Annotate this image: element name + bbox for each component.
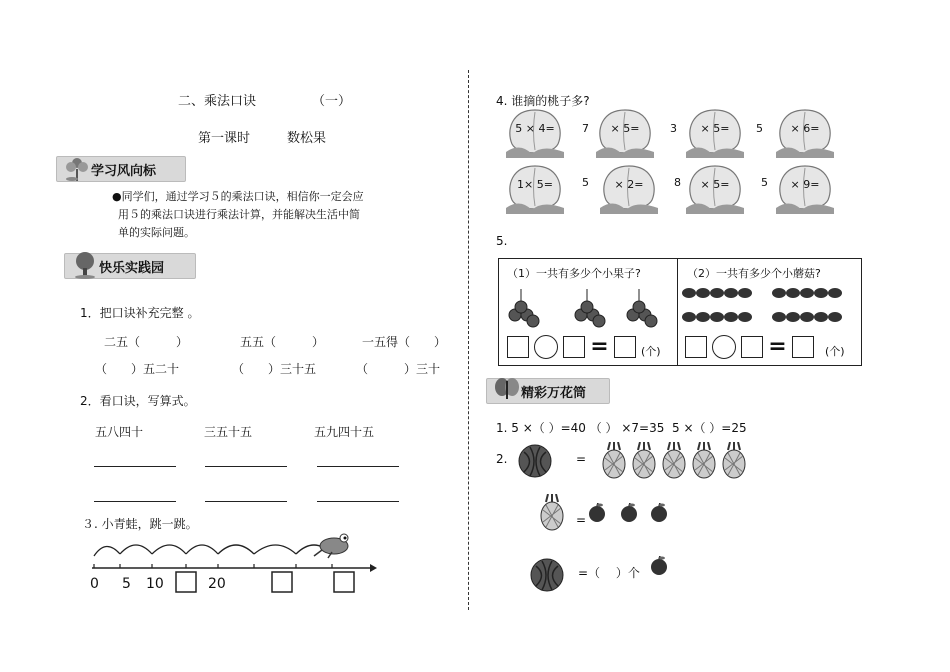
peach-expression: × 2= — [614, 178, 644, 191]
answer-line[interactable] — [205, 501, 287, 502]
intro-line-3: 单的实际问题。 — [118, 226, 195, 239]
intro-line-1: ●同学们，通过学习５的乘法口诀，相信你一定会应 — [112, 190, 364, 203]
q5-title: 5. — [496, 234, 508, 248]
answer-line[interactable] — [317, 501, 399, 502]
equals-sign: = — [576, 513, 587, 527]
peach-expression: × 5= — [700, 122, 730, 135]
q1-item-4: （ ）五二十 — [95, 362, 180, 376]
answer-line-text: =（ ）个 — [578, 566, 640, 580]
q5-question-mushroom: （2）一共有多少个小蘑菇? — [687, 267, 821, 280]
peach-expression: × 9= — [790, 178, 820, 191]
q5-fruit-answer[interactable]: = — [507, 335, 636, 359]
answer-line[interactable] — [317, 466, 399, 467]
fruit-cluster-icon — [503, 285, 673, 331]
peach-expression: 1× 5= — [517, 178, 553, 191]
pineapple-row-icon — [600, 442, 750, 480]
answer-line[interactable] — [205, 466, 287, 467]
q4-title: 4. 谁摘的桃子多? — [496, 94, 590, 108]
mushroom-cluster-icon — [681, 285, 857, 331]
page-title: 二、乘法口诀 — [178, 94, 257, 109]
banner-practice — [64, 253, 196, 279]
pineapple-icon — [538, 494, 566, 532]
banner-study-guide — [56, 156, 186, 182]
butterfly-icon — [493, 375, 521, 405]
q5-mushroom-answer[interactable]: = — [685, 335, 814, 359]
q1-item-5: （ ）三十五 — [232, 362, 317, 376]
watermelon-icon — [518, 444, 554, 480]
banner-kaleidoscope-label: 精彩万花筒 — [521, 385, 587, 401]
q1-item-1: 二五（ ） — [104, 335, 189, 349]
q5-unit-right: (个) — [825, 345, 845, 358]
q1-item-6: （ ）三十 — [356, 362, 441, 376]
numberline-label-5: 5 — [122, 576, 131, 592]
answer-line[interactable] — [94, 466, 176, 467]
peach-number: 5 — [582, 176, 589, 189]
q3-title: ３. 小青蛙，跳一跳。 — [82, 517, 198, 531]
peach-number: 8 — [674, 176, 681, 189]
q2-title: 2．看口诀，写算式。 — [80, 394, 196, 408]
peach-card — [596, 160, 662, 216]
banner-study-guide-label: 学习风向标 — [91, 163, 157, 179]
page-divider — [468, 70, 469, 610]
numberline-label-20: 20 — [208, 576, 226, 592]
equals-sign: = — [576, 452, 587, 466]
peach-card — [682, 104, 748, 160]
answer-line[interactable] — [94, 501, 176, 502]
lesson-label: 第一课时 — [198, 131, 251, 146]
q5-question-fruit: （1）一共有多少个小果子? — [507, 267, 641, 280]
apple-icon — [650, 556, 670, 578]
q5-unit-left: (个) — [641, 345, 661, 358]
peach-number: 3 — [670, 122, 677, 135]
q2-item-2: 三五十五 — [204, 425, 253, 439]
peach-card — [502, 104, 568, 160]
number-blank-box — [334, 572, 354, 592]
peach-expression: 5 × 4= — [515, 122, 555, 135]
intro-line-2: 用５的乘法口诀进行乘法计算，并能解决生活中简 — [118, 208, 360, 221]
peach-card — [592, 104, 658, 160]
numberline-label-0: 0 — [90, 576, 99, 592]
number-blank-box — [176, 572, 196, 592]
page-title-paren: （一） — [312, 94, 352, 109]
peach-expression: × 5= — [700, 178, 730, 191]
peach-number: 5 — [756, 122, 763, 135]
q5-box — [498, 258, 862, 366]
apple-row-icon — [588, 503, 672, 525]
r2-label: 2. — [496, 452, 508, 466]
peach-number: 5 — [761, 176, 768, 189]
flower-icon — [63, 153, 91, 183]
number-blank-box — [272, 572, 292, 592]
peach-expression: × 6= — [790, 122, 820, 135]
peach-card — [502, 160, 568, 216]
peach-number: 7 — [582, 122, 589, 135]
intro-text — [112, 188, 364, 242]
q1-title: 1．把口诀补充完整 。 — [80, 306, 200, 320]
q2-item-3: 五九四十五 — [314, 425, 375, 439]
lesson-topic: 数松果 — [287, 131, 327, 146]
q1-item-2: 五五（ ） — [240, 335, 325, 349]
peach-card — [772, 160, 838, 216]
peach-expression: × 5= — [610, 122, 640, 135]
r1-equations: 1. 5 ×（ ）=40 （ ） ×7=35 5 ×（ ）=25 — [496, 421, 747, 435]
q2-item-1: 五八四十 — [95, 425, 144, 439]
peach-card — [682, 160, 748, 216]
banner-kaleidoscope — [486, 378, 610, 404]
tree-icon — [71, 250, 99, 280]
banner-practice-label: 快乐实践园 — [99, 260, 165, 276]
number-line — [86, 528, 386, 598]
q1-item-3: 一五得（ ） — [362, 335, 447, 349]
watermelon-icon — [530, 558, 566, 594]
numberline-label-10: 10 — [146, 576, 164, 592]
peach-card — [772, 104, 838, 160]
